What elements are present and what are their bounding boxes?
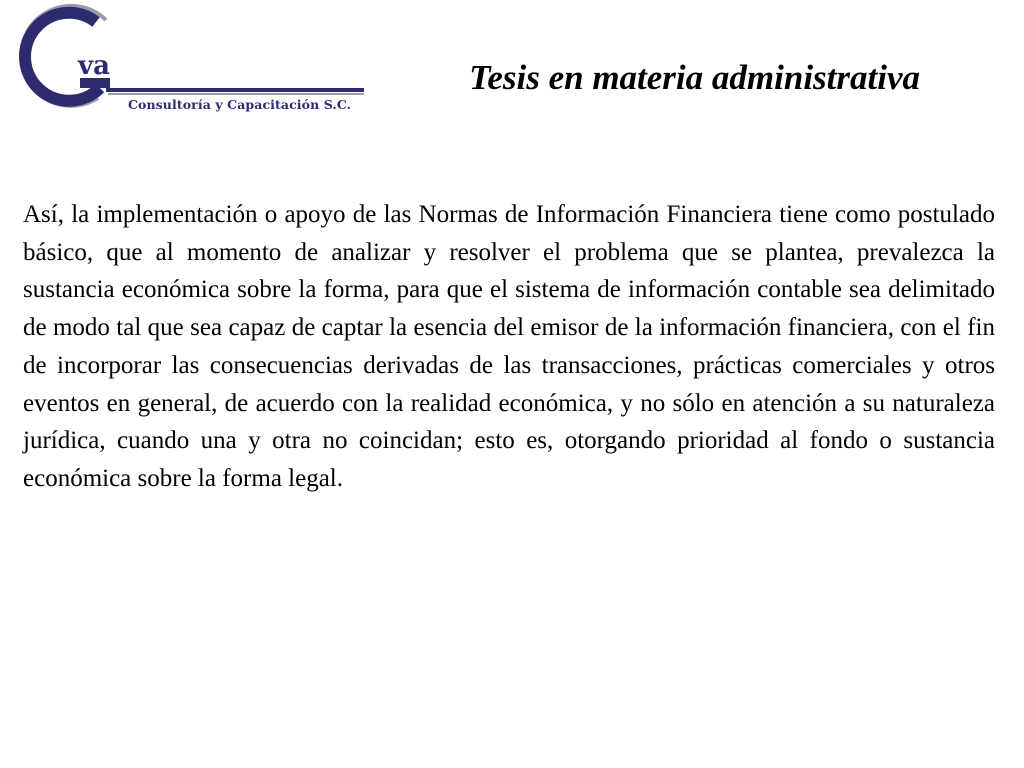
slide-title: Tesis en materia administrativa: [469, 58, 920, 97]
body-paragraph: Así, la implementación o apoyo de las Normas de Información Financiera tiene como postulado básico, que al momento de analizar y resolver el problema que se plantea, prevalezca la sustancia económica sobre la forma, para que el sistema de información contable sea delimitado de modo tal que sea capaz de captar la esencia del emisor de la información financiera, con el fin de incorporar las consecuencias derivadas de las transacciones, prácticas comerciales y otros eventos en general, de acuerdo con la realidad económica, y no sólo en atención a su naturaleza jurídica, cuando una y otra no coincidan; esto es, otorgando prioridad al fondo o sustancia económica sobre la forma legal.: [23, 201, 995, 492]
logo-letters: va: [78, 51, 110, 81]
company-name: Consultoría y Capacitación S.C.: [128, 97, 352, 112]
